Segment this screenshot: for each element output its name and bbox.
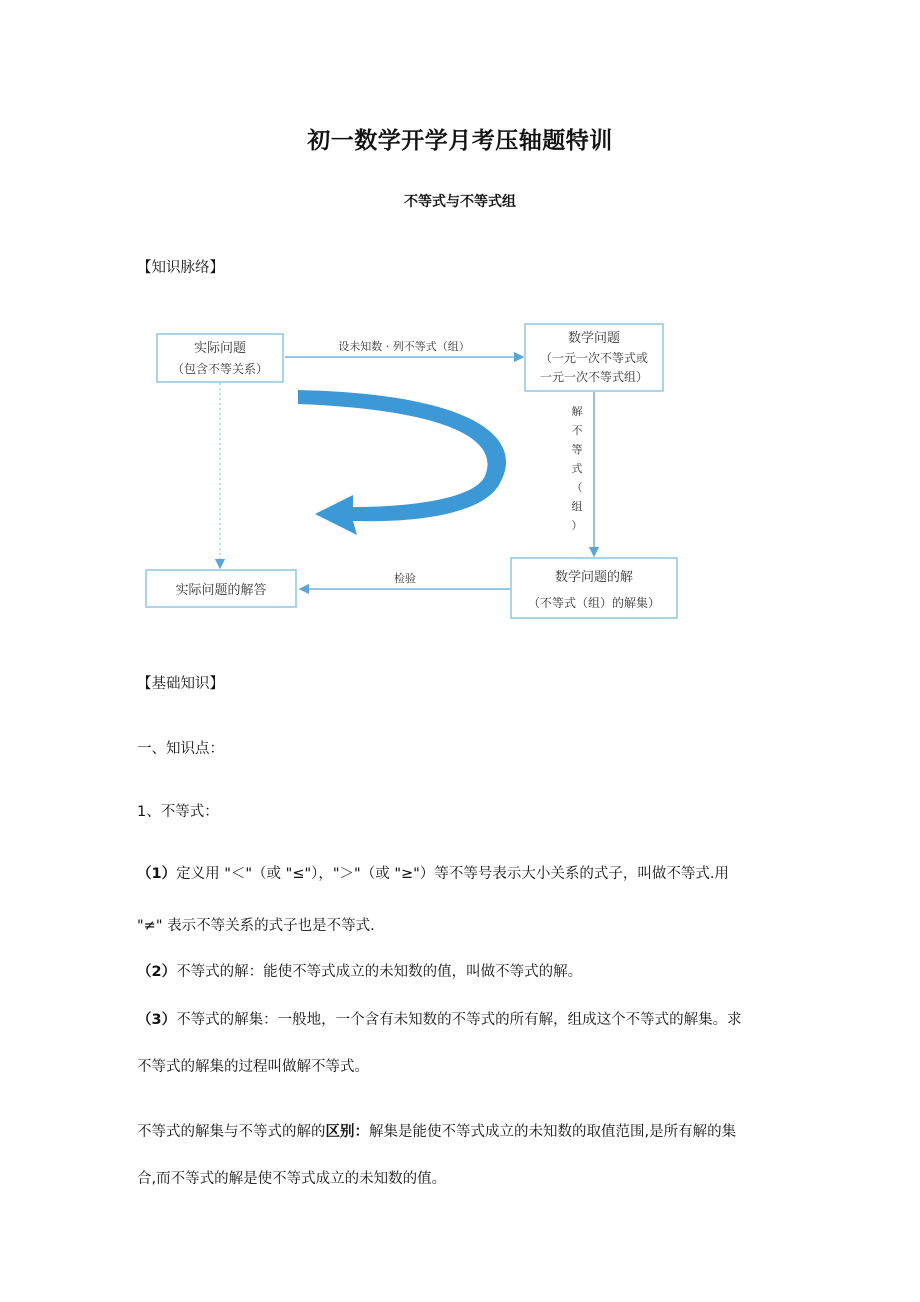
page-subtitle: 不等式与不等式组 [404, 194, 516, 210]
box-math-problem-line2: （一元一次不等式或 [539, 351, 649, 365]
definition-line1: 定义用 "＜"（或 "≤"），"＞"（或 "≥"）等不等号表示大小关系的式子，叫做不等式.用 [176, 866, 729, 882]
item-number: （1） [137, 866, 177, 882]
arrow-solve-label [572, 404, 583, 532]
section-basic-knowledge: 【基础知识】 [137, 676, 224, 692]
section-knowledge-map: 【知识脉络】 [137, 260, 224, 276]
knowledge-flow-diagram [140, 318, 685, 633]
curved-arrow-icon [298, 390, 506, 535]
item-number: （2） [137, 964, 177, 980]
difference-line2: 合,而不等式的解是使不等式成立的未知数的值。 [137, 1171, 447, 1187]
difference-pre: 不等式的解集与不等式的解的 [137, 1124, 326, 1140]
paragraph-definition [137, 862, 729, 883]
arrow-solve-char: 解 [571, 405, 583, 418]
box-real-problem-line2: （包含不等关系） [171, 362, 269, 376]
solution-set-line2: 不等式的解集的过程叫做解不等式。 [137, 1059, 369, 1075]
arrow-model-label: 设未知数 · 列不等式（组） [338, 340, 470, 353]
arrow-solve-char: ） [571, 519, 583, 532]
box-real-answer-text: 实际问题的解答 [175, 583, 267, 598]
arrow-solve-char: 组 [571, 500, 583, 513]
box-math-solution-line2: （不等式（组）的解集） [527, 596, 661, 610]
page-title: 初一数学开学月考压轴题特训 [307, 128, 613, 154]
solution-text: 不等式的解：能使不等式成立的未知数的值，叫做不等式的解。 [176, 964, 583, 980]
box-math-problem-line3: 一元一次不等式组） [539, 370, 649, 384]
box-math-problem-line1: 数学问题 [567, 331, 621, 346]
heading-knowledge-points: 一、知识点： [137, 741, 224, 757]
arrow-solve-char: 不 [571, 424, 583, 437]
paragraph-difference [137, 1120, 736, 1141]
box-math-solution-line1: 数学问题的解 [554, 570, 634, 585]
item-number: （3） [137, 1012, 177, 1028]
heading-inequality: 1、不等式： [137, 804, 219, 820]
paragraph-solution [137, 960, 582, 981]
arrow-solve-char: 等 [571, 443, 583, 456]
box-real-problem-line1: 实际问题 [193, 341, 247, 356]
arrow-check-label: 检验 [394, 572, 416, 585]
paragraph-solution-set [137, 1008, 742, 1029]
difference-post: 解集是能使不等式成立的未知数的取值范围,是所有解的集 [369, 1124, 737, 1140]
arrow-solve-char: （ [571, 481, 583, 494]
difference-keyword: 区别： [325, 1124, 369, 1140]
solution-set-line1: 不等式的解集：一般地，一个含有未知数的不等式的所有解，组成这个不等式的解集。求 [176, 1012, 742, 1028]
definition-line2: "≠" 表示不等关系的式子也是不等式. [137, 918, 375, 934]
arrow-solve-char: 式 [571, 462, 583, 475]
